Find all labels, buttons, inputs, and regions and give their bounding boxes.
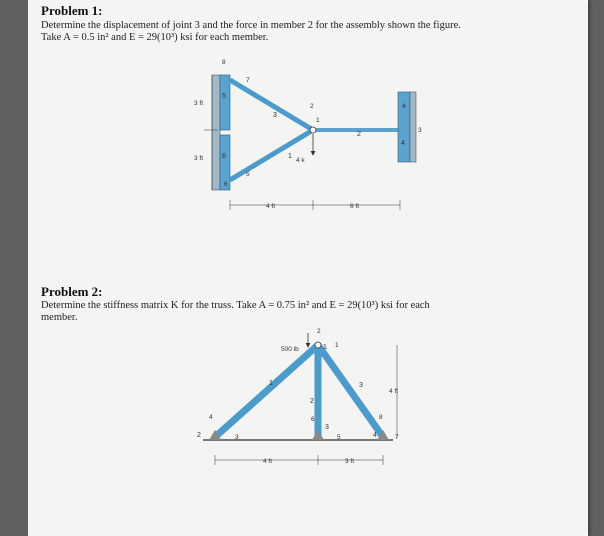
truss-member-label-1: 1 (269, 380, 273, 387)
member-label-1: 1 (288, 153, 292, 160)
member-label-6: 6 (222, 153, 226, 160)
dof-label-5: 5 (246, 171, 250, 178)
member-1-bar (230, 130, 313, 180)
dim-height: 4 ft (389, 388, 399, 395)
left-wall (212, 75, 220, 190)
dim-bottom-height: 3 ft (194, 155, 204, 162)
node-1 (315, 342, 321, 348)
truss-member-label-3: 3 (359, 382, 363, 389)
document-page (28, 0, 588, 536)
problem1-line1: Determine the displacement of joint 3 and the force in member 2 for the assembly shown the figure. (41, 20, 461, 31)
spring-2 (220, 75, 230, 130)
dof2-label-8: 8 (379, 414, 383, 421)
dof-label-6: 6 (224, 181, 228, 188)
dof2-label-5: 5 (337, 434, 341, 441)
dim-left-width: 4 ft (266, 203, 276, 210)
dim-right-width-2: 3 ft (345, 458, 355, 465)
member-label-4: 4 (401, 140, 405, 147)
support-3 (312, 430, 324, 440)
dof2-label-3: 3 (235, 434, 239, 441)
member-label-5: 5 (222, 93, 226, 100)
dof2-label-4: 4 (209, 414, 213, 421)
dim-right-width: 6 ft (350, 203, 360, 210)
problem1-title: Problem 1: (41, 3, 103, 18)
dof-label-2: 2 (310, 103, 314, 110)
joint-3 (310, 127, 316, 133)
dof2-label-6: 6 (311, 416, 315, 423)
member-3-bar (230, 80, 313, 130)
dim-left-width-2: 4 ft (263, 458, 273, 465)
problem2-line1: Determine the stiffness matrix K for the truss. Take A = 0.75 in² and E = 29(10³) ksi for each (41, 300, 430, 311)
node-label-2: 2 (197, 432, 201, 439)
problem2-line2: member. (41, 312, 78, 323)
member-label-2: 2 (357, 131, 361, 138)
problem1-figure (168, 50, 428, 220)
load-label-2: 500 lb (281, 346, 299, 353)
dof2-label-2: 2 (317, 328, 321, 335)
dof-label-4: 4 (402, 103, 406, 110)
truss-member-1 (215, 345, 318, 437)
truss-member-label-2: 2 (310, 398, 314, 405)
dim-top-height: 3 ft (194, 100, 204, 107)
dof2-label-1: 1 (335, 342, 339, 349)
problem2-figure (183, 325, 413, 475)
node-label-1: 1 (323, 344, 327, 351)
member-label-3: 3 (273, 112, 277, 119)
load-label: 4 k (296, 157, 305, 164)
dof-label-7: 7 (246, 77, 250, 84)
dof-label-3: 3 (418, 127, 422, 134)
problem1-line2: Take A = 0.5 in² and E = 29(10³) ksi for each member. (41, 32, 269, 43)
dof-label-8: 8 (222, 59, 226, 66)
dof-label-1: 1 (316, 117, 320, 124)
dof2-label-7: 7 (395, 434, 399, 441)
node-label-3: 3 (325, 424, 329, 431)
node-label-4: 4 (373, 432, 377, 439)
problem2-title: Problem 2: (41, 284, 103, 299)
